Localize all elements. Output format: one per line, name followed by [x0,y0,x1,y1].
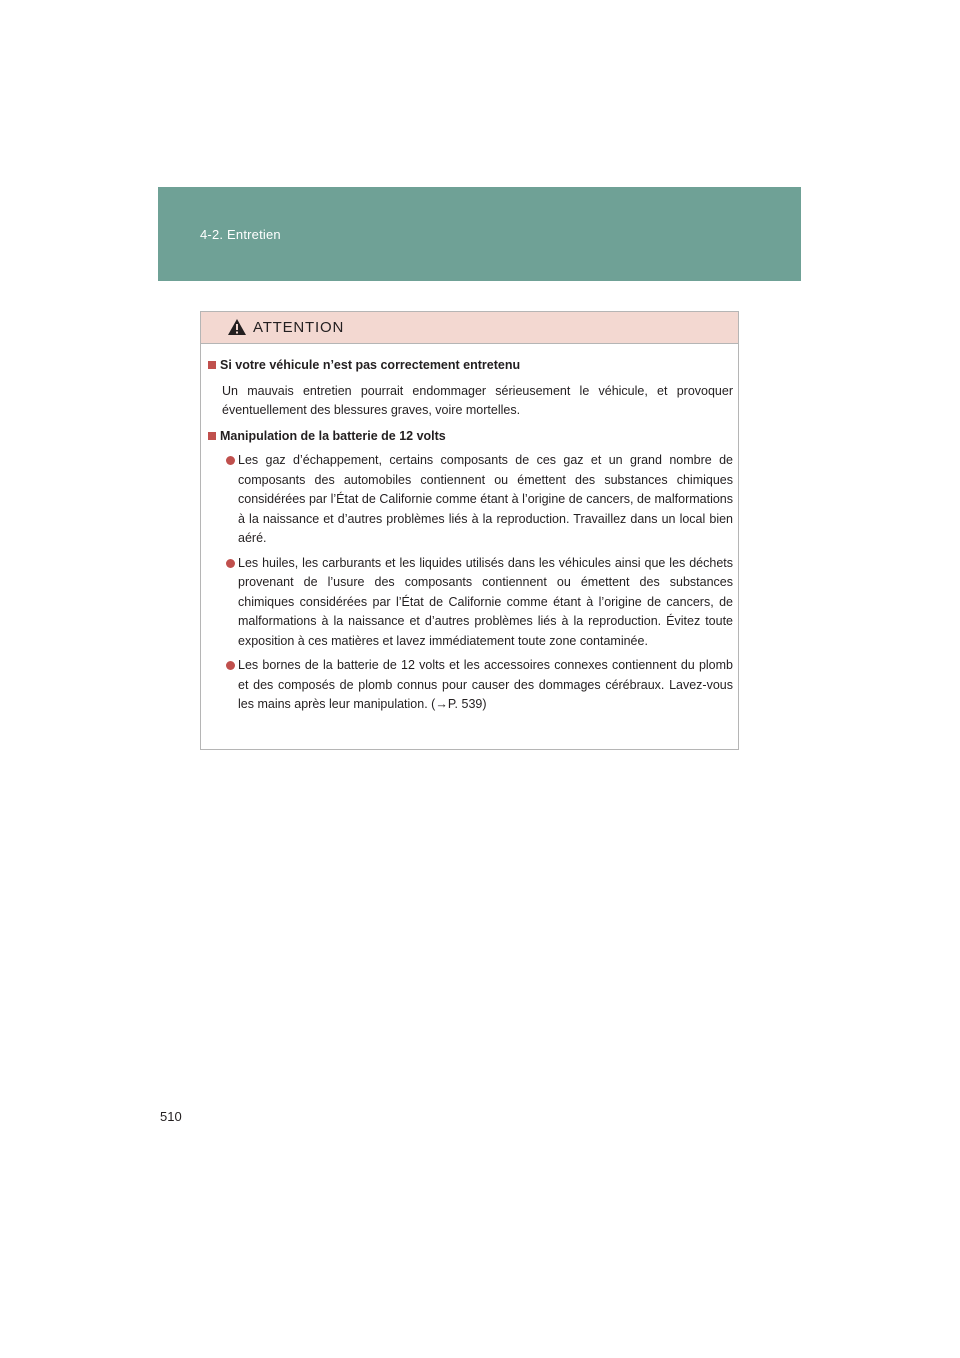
topic-heading [206,427,733,447]
list-item-text: Les huiles, les carburants et les liquides utilisés dans les véhicules ainsi que les déchets provenant de l’usure des composants contiennent ou émettent des substances chimiques considérées par l’État de Californie comme étant à l’origine de cancers, de malformations à la naissance et d’autres problèmes liés à la reproduction. Évitez toute exposition à ces matières et lavez immédiatement toute zone contaminée. [238,555,733,648]
warning-title: ATTENTION [253,319,345,336]
topic-heading [206,356,733,376]
section-label: 4-2. Entretien [200,227,281,242]
section-header-band [158,187,801,281]
warning-triangle-icon [227,318,247,336]
list-item [206,554,733,652]
topic-heading-text: Si votre véhicule n’est pas correctement entretenu [220,358,521,372]
warning-body [201,344,738,715]
round-bullet-icon [226,559,235,568]
square-bullet-icon [208,432,216,440]
list-item-text: Les bornes de la batterie de 12 volts et les accessoires connexes contiennent du plomb et des composés de plomb connus pour causer des dommages cérébraux. Lavez-vous les mains après leur manipulation. (→P. 539) [238,658,733,711]
round-bullet-icon [226,456,235,465]
warning-header [201,312,738,344]
round-bullet-icon [226,661,235,670]
page-number: 510 [160,1109,182,1124]
list-item [206,451,733,549]
warning-box [200,311,739,750]
list-item-text: Les gaz d’échappement, certains composants de ces gaz et un grand nombre de composants des automobiles contiennent ou émettent des substances chimiques considérées par l’État de Californie comme étant à l’origine de cancers, de malformations à la naissance et d’autres problèmes liés à la reproduction. Travaillez dans un local bien aéré. [238,453,733,545]
square-bullet-icon [208,361,216,369]
topic-heading-text: Manipulation de la batterie de 12 volts [220,428,446,443]
topic-paragraph: Un mauvais entretien pourrait endommager sérieusement le véhicule, et provoquer éventuellement des blessures graves, voire mortelles. [222,383,733,417]
list-item [206,656,733,715]
